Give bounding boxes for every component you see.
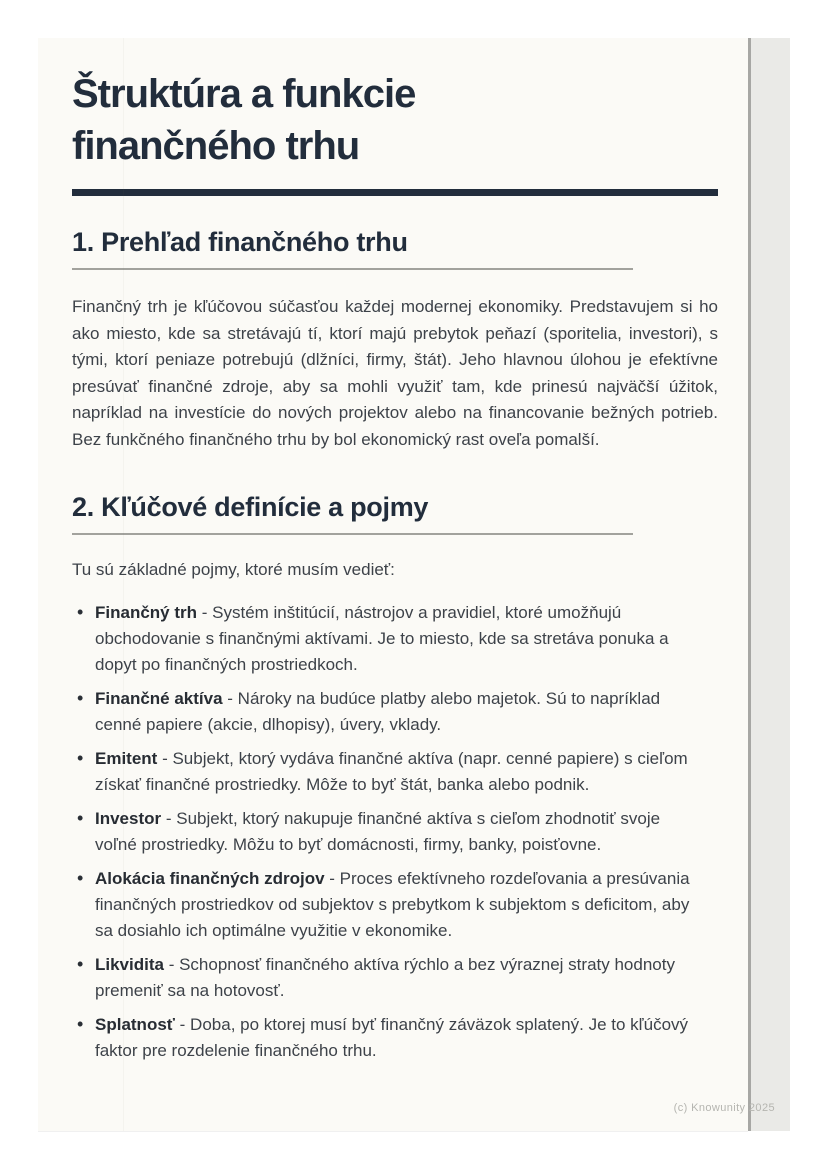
term-definition: - Subjekt, ktorý nakupuje finančné aktíva s cieľom zhodnotiť svoje voľné prostriedky. Môžu to byť domácnosti, firmy, banky, poisťovne. [95, 808, 661, 854]
section-1-heading: 1. Prehľad finančného trhu [72, 227, 408, 257]
section-2-intro: Tu sú základné pojmy, ktoré musím vedieť: [72, 560, 395, 579]
term-definition: - Proces efektívneho rozdeľovania a presúvania finančných prostriedkov od subjektov s prebytkom k subjektom s deficitom, aby sa dosiahlo ich optimálne využitie v ekonomike. [95, 868, 690, 940]
page-title: Štruktúra a funkcie finančného trhu [72, 72, 416, 168]
list-item [72, 746, 718, 798]
section-1-divider [72, 268, 633, 270]
list-item [72, 1012, 718, 1064]
title-divider [72, 189, 718, 196]
list-item [72, 866, 718, 944]
term-definition: - Schopnosť finančného aktíva rýchlo a bez výraznej straty hodnoty premeniť sa na hotovosť. [95, 954, 675, 1000]
list-item [72, 600, 718, 678]
paper-fold-line [123, 38, 124, 1131]
term-label: Likvidita [95, 954, 164, 974]
term-label: Investor [95, 808, 162, 828]
term-label: Finančný trh [95, 602, 198, 622]
section-1-paragraph: Finančný trh je kľúčovou súčasťou každej modernej ekonomiky. Predstavujem si ho ako miesto, kde sa stretávajú tí, ktorí majú prebytok peňazí (sporitelia, investori), s tými, ktorí peniaze potrebujú (dlžníci, firmy, štát). Jeho hlavnou úlohou je efektívne presúvať finančné zdroje, aby sa mohli využiť tam, kde prinesú najväčší úžitok, napríklad na investície do nových projektov alebo na financovanie bežných potrieb. Bez funkčného finančného trhu by bol ekonomický rast oveľa pomalší. [72, 297, 718, 449]
terms-list [72, 600, 718, 1064]
term-label: Emitent [95, 748, 158, 768]
document-page [38, 38, 748, 1131]
term-definition: - Doba, po ktorej musí byť finančný záväzok splatený. Je to kľúčový faktor pre rozdelenie finančného trhu. [95, 1014, 689, 1060]
page-content [38, 38, 748, 1064]
term-definition: - Nároky na budúce platby alebo majetok. Sú to napríklad cenné papiere (akcie, dlhopisy), úvery, vklady. [95, 688, 661, 734]
term-definition: - Systém inštitúcií, nástrojov a pravidiel, ktoré umožňujú obchodovanie s finančnými aktívami. Je to miesto, kde sa stretáva ponuka a dopyt po finančných prostriedkoch. [95, 602, 669, 674]
term-label: Finančné aktíva [95, 688, 223, 708]
term-definition: - Subjekt, ktorý vydáva finančné aktíva (napr. cenné papiere) s cieľom získať finančné prostriedky. Môže to byť štát, banka alebo podnik. [95, 748, 688, 794]
list-item [72, 686, 718, 738]
term-label: Alokácia finančných zdrojov [95, 868, 325, 888]
list-item [72, 952, 718, 1004]
term-label: Splatnosť [95, 1014, 175, 1034]
section-2-divider [72, 533, 633, 535]
list-item [72, 806, 718, 858]
copyright-note: (c) Knowunity 2025 [673, 1102, 775, 1114]
page-edge-strip [748, 38, 790, 1131]
section-2-heading: 2. Kľúčové definície a pojmy [72, 492, 429, 522]
